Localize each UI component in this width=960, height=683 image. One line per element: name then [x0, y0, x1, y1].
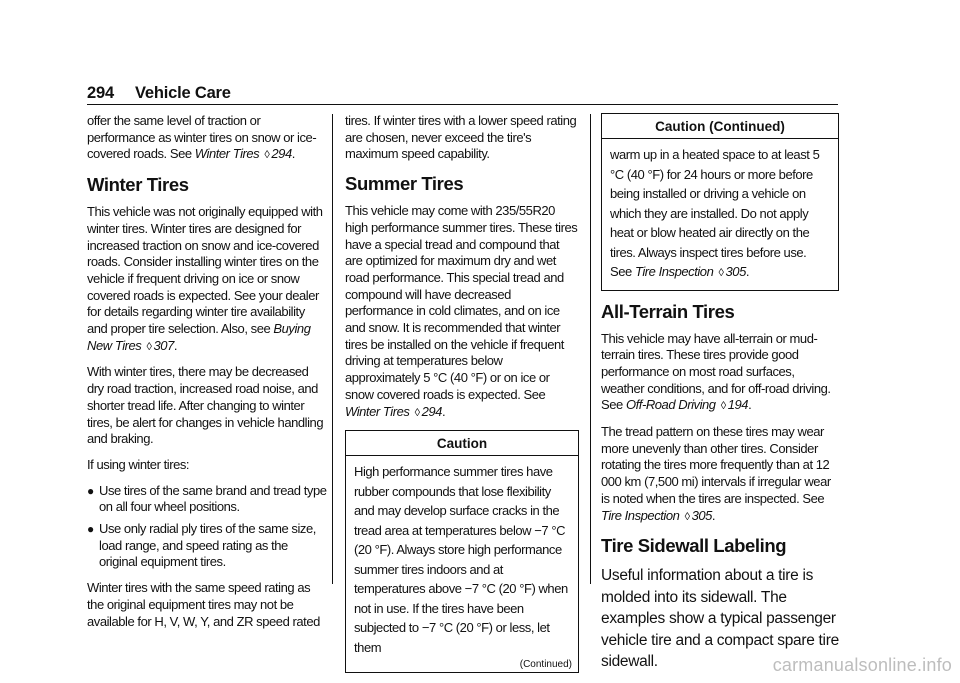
sidewall-heading: Tire Sidewall Labeling [601, 535, 787, 557]
summer-tires-heading: Summer Tires [345, 173, 464, 195]
off-road-driving-link[interactable]: Off-Road Driving ◊ 194 [625, 397, 749, 413]
column-1 [87, 113, 327, 639]
all-terrain-paragraph-2: The tread pattern on these tires may wear more unevenly than other tires. Consider rotating the tires more frequently than at 12 000 km (7,500 mi) intervals if irregular wear is noted when the tires are inspected. See Tire Inspection ◊ 305. [601, 424, 831, 523]
column-3 [601, 113, 839, 682]
section-title: Vehicle Care [135, 84, 231, 102]
column-divider-1 [332, 114, 333, 584]
bullet-icon: ● [87, 483, 94, 498]
bullet-icon: ● [87, 522, 94, 537]
all-terrain-heading: All-Terrain Tires [601, 300, 735, 322]
caution-continued-title: Caution (Continued) [602, 114, 838, 139]
summer-paragraph: This vehicle may come with 235/55R20 high performance summer tires. These tires have a special tread and compound that are optimized for maximum dry and wet road performance. This special tread and compound will have decreased performance in cold climates, and on ice and snow. It is recommended that winter tires be installed on the vehicle if frequent driving at temperatures below approximately 5 °C (40 °F) or on ice or snow covered roads is expected. See Winter Tires ◊ 294. [345, 203, 578, 419]
tire-inspection-link[interactable]: Tire Inspection ◊ 305 [634, 264, 746, 279]
page-ref-icon: ◊ [718, 267, 724, 279]
caution-title: Caution [346, 431, 578, 456]
page-ref-icon: ◊ [720, 400, 726, 413]
sidewall-paragraph: Useful information about a tire is molded into its sidewall. The examples show a typical passenger vehicle tire and a compact spare tire sidewall. [601, 567, 839, 671]
page-ref-icon: ◊ [684, 510, 690, 523]
caution-body [346, 456, 578, 659]
page-header [87, 84, 231, 103]
tire-inspection-link[interactable]: Tire Inspection ◊ 305 [601, 507, 712, 523]
page-number: 294 [87, 84, 114, 102]
list-item: ● Use only radial ply tires of the same size, load range, and speed rating as the original equipment tires. [87, 521, 316, 570]
all-terrain-paragraph-1: This vehicle may have all-terrain or mud-terrain tires. These tires provide good performance on most road surfaces, weather conditions, and for off-road driving. See Off-Road Driving ◊ 194. [601, 330, 831, 413]
caution-continued-text: warm up in a heated space to at least 5 °C (40 °F) for 24 hours or more before being installed or driving a vehicle on which they are installed. Do not apply heat or blow heated air directly on the tires. Always inspect tires before use. See Tire Inspection ◊ 305. [610, 147, 820, 279]
winter-paragraph-2: With winter tires, there may be decreased dry road traction, increased road noise, and shorter tread life. After changing to winter tires, be alert for changes in vehicle handling and braking. [87, 364, 324, 447]
intro-paragraph: offer the same level of traction or performance as winter tires on snow or ice-covered roads. See Winter Tires ◊ 294. [87, 113, 317, 162]
buying-new-tires-link[interactable]: Buying New Tires ◊ 307 [87, 321, 311, 353]
winter-tires-link[interactable]: Winter Tires ◊ 294 [345, 403, 442, 419]
page-ref-icon: ◊ [414, 406, 420, 419]
caution-continued-box [601, 113, 839, 291]
continued-label: (Continued) [519, 659, 572, 671]
winter-tires-link[interactable]: Winter Tires ◊ 294 [194, 146, 292, 162]
page-ref-icon: ◊ [146, 340, 152, 353]
watermark: carmanualsonline.info [772, 655, 952, 675]
caution-text: High performance summer tires have rubber compounds that lose flexibility and may develop surface cracks in the tread area at temperatures below −7 °C (20 °F). Always store high performance summer tires indoors and at temperatures above −7 °C (20 °F) when not in use. If the tires have been subjected to −7 °C (20 °F) or less, let them [354, 464, 568, 655]
list-item: ● Use tires of the same brand and tread type on all four wheel positions. [87, 482, 327, 515]
column-divider-2 [590, 114, 591, 584]
header-rule [87, 104, 838, 105]
winter-paragraph-1: This vehicle was not originally equipped with winter tires. Winter tires are designed for increased traction on snow and ice-covered roads. Consider installing winter tires on the vehicle if frequent driving on ice or snow covered roads is expected. See your dealer for details regarding winter tire availability and proper tire selection. Also, see Buying New Tires ◊ 307. [87, 204, 323, 353]
winter-tires-heading: Winter Tires [87, 174, 189, 196]
winter-paragraph-3: If using winter tires: [87, 456, 190, 472]
winter-paragraph-4: Winter tires with the same speed rating as the original equipment tires may not be available for H, V, W, Y, and ZR speed rated [87, 580, 320, 629]
caution-box [345, 430, 579, 673]
page-ref-icon: ◊ [264, 149, 270, 162]
column-2 [345, 113, 579, 683]
caution-continued-body [602, 139, 838, 290]
winter-bullet-list [87, 483, 327, 572]
speed-rating-paragraph: tires. If winter tires with a lower speed rating are chosen, never exceed the tire's maximum speed capability. [345, 113, 577, 162]
